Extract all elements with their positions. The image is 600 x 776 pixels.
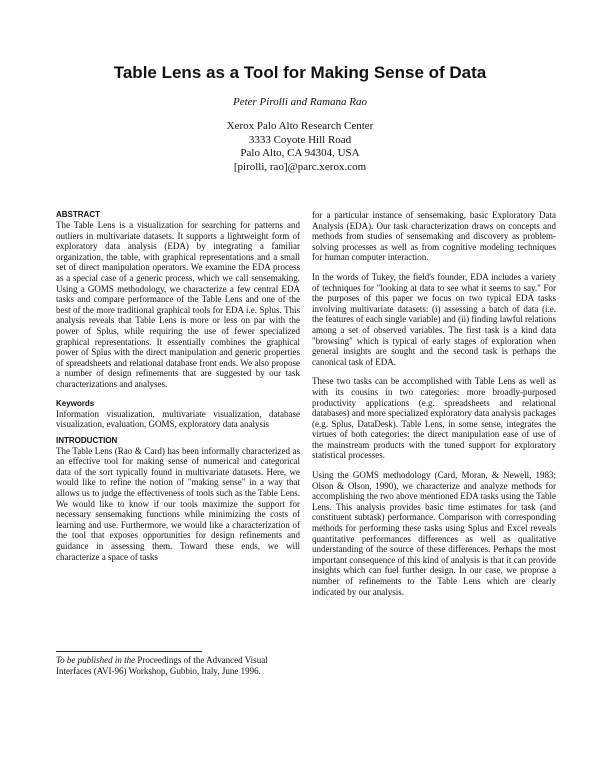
paper-authors: Peter Pirolli and Ramana Rao <box>232 96 368 108</box>
footnote <box>56 655 292 677</box>
body-paragraph: for a particular instance of sensemaking, basic Exploratory Data Analysis (EDA). Our task characterization draws on concepts and methods from studies of sensemaking and discovery as problem-solving processes as well as from cognitive modeling techniques for human computer interaction. <box>312 210 556 263</box>
body-paragraph: These two tasks can be accomplished with Table Lens as well as with its cousins in two categories: more broadly-purposed productivity applications (e.g. spreadsheets and relational databases) and more specialized exploratory data analysis packages (e.g. Splus, DataDesk). Table Lens, in some sense, integrates the virtues of both categories: the direct manipulation ease of use of the mainstream products with the tuned support for exploratory statistical processes. <box>312 376 556 461</box>
abstract-text: The Table Lens is a visualization for searching for patterns and outliers in multivariate datasets. It supports a lightweight form of exploratory data analysis (EDA) by integrating a familiar organization, the table, with graphical representations and a small set of direct manipulation operators. We examine the EDA process as a special case of a generic process, which we call sensemaking. Using a GOMS methodology, we characterize a few central EDA tasks and compare performance of the Table Lens and one of the best of the more traditional graphical tools for EDA i.e. Splus. This analysis reveals that Table Lens is more or less on par with the power of Splus, while requiring the use of fewer specialized graphical representations. It essentially combines the graphical power of Splus with the direct manipulation and generic properties of spreadsheets and relational database front ends. We also propose a number of design refinements that are suggested by our task characterizations and analyses. <box>56 220 300 389</box>
author-affiliation <box>40 120 560 174</box>
footnote-divider <box>56 651 202 652</box>
affiliation-line: Palo Alto, CA 94304, USA <box>240 147 360 159</box>
body-paragraph: Using the GOMS methodology (Card, Moran, & Newell, 1983; Olson & Olson, 1990), we characterize and analyze methods for accomplishing the two above mentioned EDA tasks using the Table Lens. This analysis provides basic time estimates for task (and constituent subtask) performance. Comparison with corresponding methods for performing these tasks using Splus and Excel reveals quantitative performances differences as well as qualitative understanding of the source of these differences. Perhaps the most important consequence of this kind of analysis is that it can provide insights which can fuel further design. In our case, we propose a number of refinements to the Table Lens which are clearly indicated by our analysis. <box>312 470 556 597</box>
body-paragraph: In the words of Tukey, the field's founder, EDA includes a variety of techniques for "looking at data to see what it seems to say." For the purposes of this paper we focus on two typical EDA tasks involving multivariate datasets: (i) assessing a batch of data (i.e. the features of each single variable) and (ii) finding lawful relations among a set of observed variables. The first task is a kind data "browsing" which is typical of early stages of exploration when general insights are sought and the second task is perhaps the canonical task of EDA. <box>312 271 556 367</box>
footnote-text: Proceedings of the Advanced Visual Interfaces (AVI-96) Workshop, Gubbio, Italy, June 1996. <box>56 655 268 676</box>
right-column <box>312 210 556 606</box>
introduction-text: The Table Lens (Rao & Card) has been informally characterized as an effective tool for making sense of numerical and categorical data of the sort typically found in multivariate datasets. Here, we would like to refine the notion of "making sense" in a way that allows us to judge the effectiveness of tools such as the Table Lens. We would like to know if our tools maximize the support for necessary sensemaking functions while minimizing the costs of learning and use. Furthermore, we would like a characterization of the tool that exposes opportunities for design refinements and guidance in assessing them. Toward these ends, we will characterize a space of tasks <box>56 445 300 562</box>
author-email: [pirolli, rao]@parc.xerox.com <box>233 160 367 173</box>
abstract-heading: ABSTRACT <box>56 210 100 219</box>
paper-title: Table Lens as a Tool for Making Sense of Data <box>113 63 487 82</box>
introduction-heading: INTRODUCTION <box>56 435 118 445</box>
keywords-text: Information visualization, multivariate visualization, database visualization, evaluation, GOMS, exploratory data analysis <box>56 408 300 430</box>
affiliation-line: 3333 Coyote Hill Road <box>248 133 352 146</box>
left-column <box>56 210 300 571</box>
affiliation-line: Xerox Palo Alto Research Center <box>226 120 374 132</box>
footnote-prefix: To be published in the <box>56 655 136 665</box>
keywords-heading: Keywords <box>56 398 95 408</box>
